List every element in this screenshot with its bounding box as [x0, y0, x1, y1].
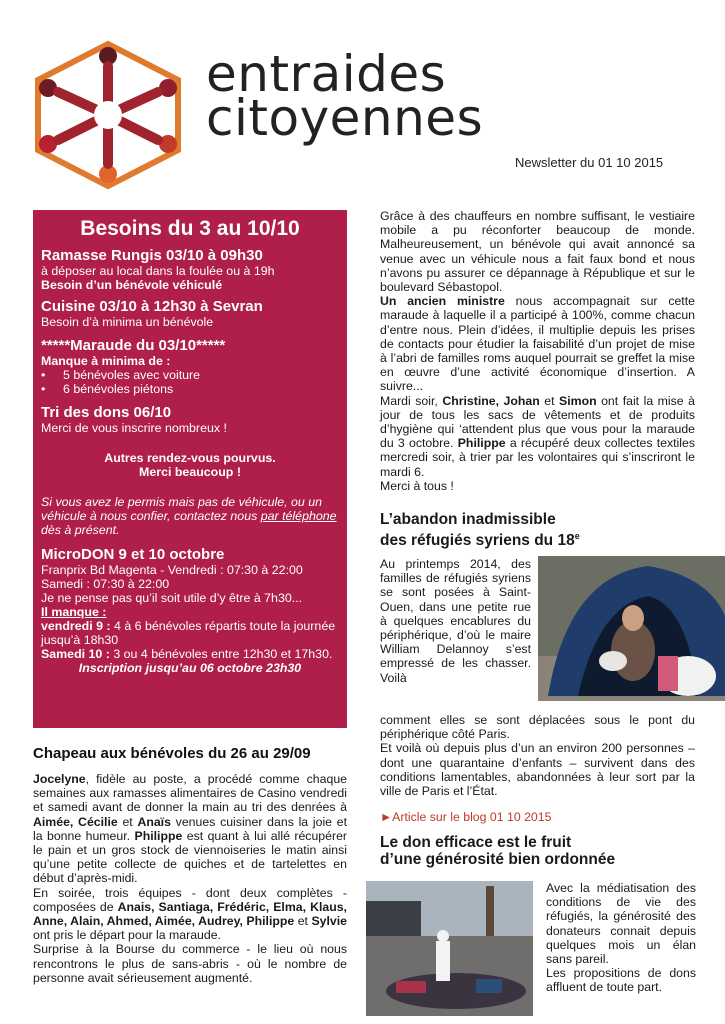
cuisine-title: Cuisine 03/10 à 12h30 à Sevran	[41, 298, 263, 315]
phone-link[interactable]: par téléphone	[260, 509, 337, 523]
chapeau-body	[33, 772, 347, 985]
donations-street-photo	[366, 881, 533, 1016]
intro-paragraph: Mardi soir, Christine, Johan et Simon ont fait la mise à jour de tous les sacs de vêtements et de produits d’hygiène qui ‘attendent plus que vous pour la maraude du 3 octobre. Philippe a récupéré deux collectes textiles mercredi soir, à trier par les volontaires qui s’inscriront le mardi 6.	[380, 393, 696, 479]
permis-text: Si vous avez le permis mais pas de véhicule, ou un véhicule à nous confier, contactez nous par téléphone dès à présent.	[41, 495, 337, 537]
microdon-vendredi: vendredi 9 : 4 à 6 bénévoles répartis toute la journée jusqu’à 18h30	[41, 619, 336, 647]
intro-article	[380, 209, 695, 493]
brand-line-1: entraides	[206, 45, 447, 103]
microdon-samedi: Samedi 10 : 3 ou 4 bénévoles entre 12h30 et 17h30.	[41, 647, 333, 661]
maraude-title: *****Maraude du 03/10*****	[41, 337, 226, 354]
chapeau-paragraph: Surprise à la Bourse du commerce - le lieu où nous rencontrons le plus de sans-abris - où le nombre de personne avait sérieusement augmenté.	[33, 942, 347, 985]
abandon-text-continued: comment elles se sont déplacées sous le pont du périphérique côté Paris. Et voilà où depuis plus d’un an environ 200 personnes – dont une quarantaine d’enfants – survivent dans des conditions lamentables, abandonnées à leur sort par la ville de Paris et l’État.	[380, 713, 695, 799]
rungis-bold: Besoin d’un bénévole véhiculé	[41, 278, 223, 292]
intro-paragraph: Merci à tous !	[380, 478, 454, 493]
brand-name	[206, 45, 484, 147]
rungis-title: Ramasse Rungis 03/10 à 09h30	[41, 247, 263, 264]
autres-line-2: Merci beaucoup !	[139, 465, 241, 479]
microdon-line-1: Franprix Bd Magenta - Vendredi : 07:30 à 22:00	[41, 563, 303, 577]
maraude-item: • 5 bénévoles avec voiture	[41, 368, 201, 382]
microdon-line-3: Je ne pense pas qu’il soit utile d’y être à 7h30...	[41, 591, 303, 605]
maraude-sub: Manque à minima de :	[41, 354, 171, 368]
rungis-line: à déposer au local dans la foulée ou à 19h	[41, 264, 275, 278]
chapeau-title: Chapeau aux bénévoles du 26 au 29/09	[33, 745, 311, 762]
don-title: Le don efficace est le fruit d’une générosité bien ordonnée	[380, 834, 616, 868]
intro-paragraph: Grâce à des chauffeurs en nombre suffisant, le vestiaire mobile a pu réconforter beaucoup de monde. Malheureusement, un bénévole qui avait annoncé sa venue avec un véhicule nous a fait faux bond et nous n’avons pu assurer ce dépannage à République et sur le boulevard Sébastopol.	[380, 209, 695, 295]
cuisine-line: Besoin d’à minima un bénévole	[41, 315, 214, 329]
don-text: Avec la médiatisation des conditions de vie des réfugiés, la générosité des donateurs connait depuis quelques mois un élan sans pareil. Les propositions de dons affluent de toute part.	[546, 881, 696, 995]
microdon-title: MicroDON 9 et 10 octobre	[41, 546, 225, 563]
chapeau-paragraph: En soirée, trois équipes - dont deux complètes - composées de Anais, Santiaga, Frédéric, Elma, Klaus, Anne, Alain, Ahmed, Aimée, Audrey, Philippe et Sylvie ont pris le départ pour la maraude.	[33, 885, 347, 943]
microdon-manque: Il manque :	[41, 605, 107, 619]
intro-paragraph: Un ancien ministre nous accompagnait sur cette maraude à laquelle il a participé à 100%, comme chacun d’entre nous. Plein d’idées, il multiplie depuis les prises de contacts pour étudier la faisabilité d’un projet de mise à l’abri de familles roms auquel pourrait se greffet la mise en œuvre d’une activité économique d’insertion. A suivre...	[380, 294, 695, 394]
abandon-title: L’abandon inadmissible des réfugiés syriens du 18e	[380, 511, 580, 550]
needs-title: Besoins du 3 au 10/10	[80, 217, 300, 240]
brand-line-2: citoyennes	[206, 89, 484, 147]
microdon-line-2: Samedi : 07:30 à 22:00	[41, 577, 170, 591]
newsletter-date: Newsletter du 01 10 2015	[515, 155, 664, 170]
tri-line: Merci de vous inscrire nombreux !	[41, 421, 227, 435]
organization-logo	[28, 40, 188, 190]
chapeau-paragraph: Jocelyne, fidèle au poste, a procédé comme chaque semaines aux ramasses alimentaires de Casino vendredi et samedi avant de donner la main au tri des denrées à Aimée, Cécilie et Anaïs venues cuisiner dans la joie et la bonne humeur. Philippe est quant à lui allé récupérer le pain et un gros stock de viennoiseries le matin ainsi qu’une petite collecte de quiches et de tartelettes en début d’après-midi.	[33, 772, 348, 886]
maraude-item: • 6 bénévoles piétons	[41, 382, 174, 396]
abandon-text: Au printemps 2014, des familles de réfugiés syriens se sont posées à Saint-Ouen, dans une petite rue à quelques encablures du périphérique, d’où le maire William Delannoy s’est empressé de les chasser. Voilà	[380, 557, 531, 685]
microdon-inscription: Inscription jusqu’au 06 octobre 23h30	[78, 661, 302, 675]
tri-title: Tri des dons 06/10	[41, 404, 172, 421]
blog-article-link[interactable]: ►Article sur le blog 01 10 2015	[380, 810, 552, 824]
needs-box	[33, 210, 347, 728]
autres-line-1: Autres rendez-vous pourvus.	[104, 451, 276, 465]
refugee-tent-photo	[538, 556, 725, 701]
